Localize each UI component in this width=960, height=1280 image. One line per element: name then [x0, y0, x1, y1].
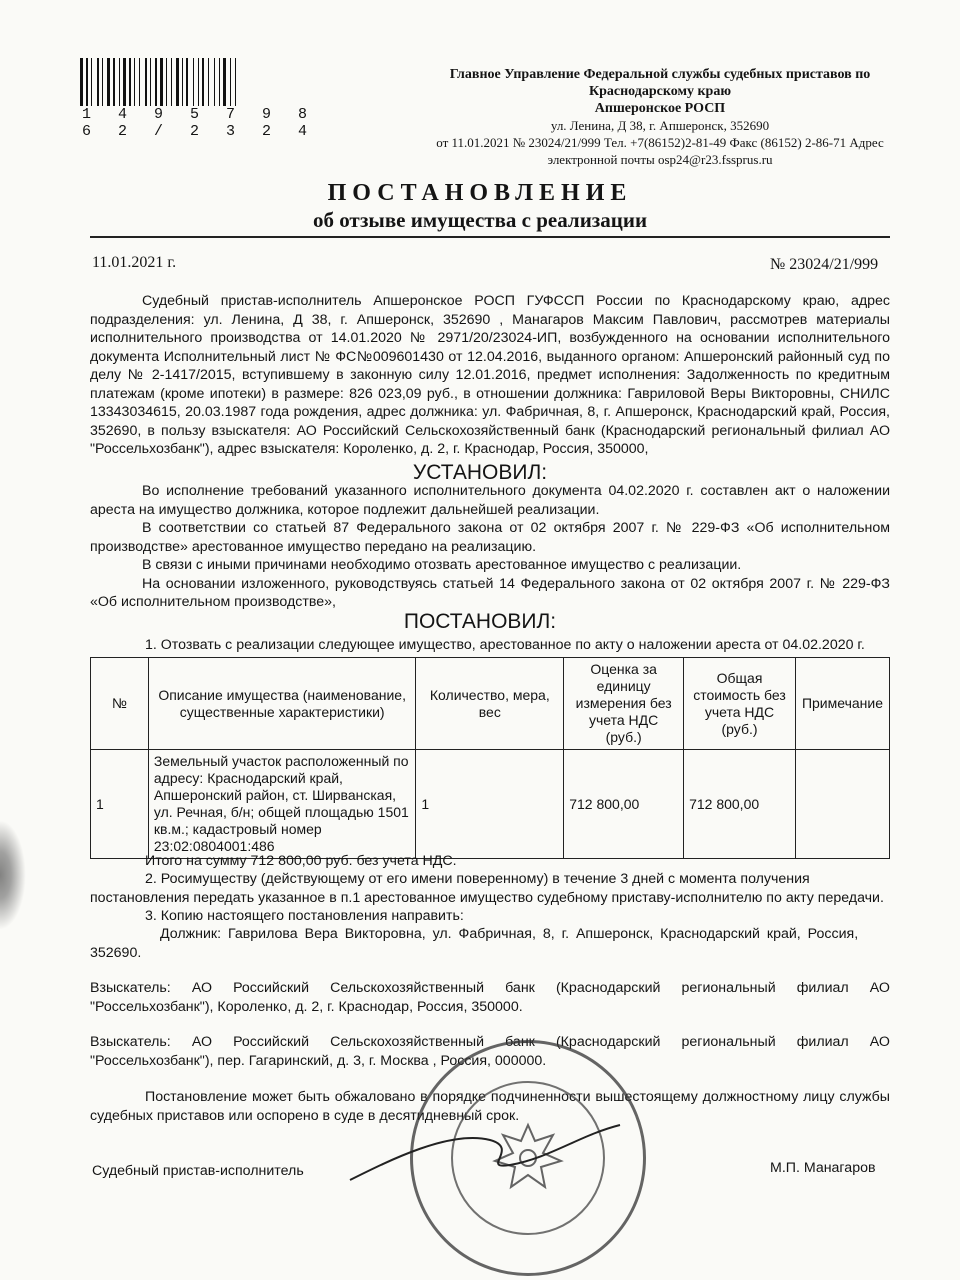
total-line: Итого на сумму 712 800,00 руб. без учета НДС.: [145, 853, 457, 869]
creditor-word: региональный: [681, 1034, 776, 1050]
creditor-word: региональный: [681, 980, 776, 996]
creditor-word: банк: [505, 1034, 535, 1050]
creditor-word: (Краснодарский: [555, 980, 661, 996]
column-header: №: [91, 658, 149, 750]
table-header-row: [91, 658, 890, 750]
issuer-header: [420, 66, 900, 168]
resolved-heading: ПОСТАНОВИЛ:: [403, 610, 557, 633]
creditor-word: Сельскохозяйственный: [330, 980, 485, 996]
creditor-word: АО: [869, 980, 890, 996]
creditor-word: АО: [191, 980, 212, 996]
document-number: № 23024/21/999: [770, 256, 879, 273]
point-1: 1. Отозвать с реализации следующее имущество, арестованное по акту о наложении ареста от 04.02.2020 г.: [145, 637, 865, 653]
column-header: Примечание: [795, 658, 889, 750]
point-3: 3. Копию настоящего постановления направить:: [145, 908, 464, 924]
barcode: [80, 58, 350, 106]
creditor-1-block: [90, 979, 890, 1016]
property-table: [90, 657, 890, 859]
established-heading: УСТАНОВИЛ:: [412, 461, 548, 484]
header-line-6: электронной почты osp24@r23.fssprus.ru: [547, 152, 773, 167]
handwritten-signature: [330, 1120, 630, 1190]
cell-total: 712 800,00: [684, 750, 796, 859]
header-line-1: Главное Управление Федеральной службы судебных приставов по: [449, 67, 871, 82]
creditor-2-line-2: "Россельхозбанк"), пер. Гагаринский, д. 3, г. Москва , Россия, 000000.: [90, 1052, 547, 1069]
creditor-word: филиал: [796, 980, 849, 996]
creditor-word: АО: [869, 1034, 890, 1050]
appeal-notice: Постановление может быть обжаловано в порядке подчиненности вышестоящему должностному лицу службы судебных приставов или оспорено в суде в десятидневный срок.: [90, 1089, 890, 1124]
established-block: [90, 482, 890, 612]
document-date: 11.01.2021 г.: [92, 254, 177, 271]
established-paragraph: Во исполнение требований указанного исполнительного документа 04.02.2020 г. составлен акт о наложении ареста на имущество должника, которое подлежит дальнейшей реализации.: [90, 483, 890, 518]
document-subtitle: об отзыве имущества с реализации: [312, 208, 648, 232]
cell-note: [795, 750, 889, 859]
cell-description: Земельный участок расположенный по адресу: Краснодарский край, Апшеронский район, ст. Ширванская, ул. Речная, б/н; общей площадью 1501 кв.м.; кадастровый номер 23:02:0804001:486: [148, 750, 416, 859]
header-line-4: ул. Ленина, Д 38, г. Апшеронск, 352690: [550, 118, 770, 133]
signer-name: М.П. Манагаров: [770, 1160, 876, 1176]
creditor-1-line-2: "Россельхозбанк"), Короленко, д. 2, г. Краснодар, Россия, 350000.: [90, 998, 523, 1015]
column-header: Описание имущества (наименование, существенные характеристики): [148, 658, 416, 750]
creditor-word: банк: [505, 980, 535, 996]
barcode-number: 1 4 9 5 7 9 8 6 2 / 2 3 2 4: [82, 106, 317, 140]
points-block: [90, 870, 890, 926]
column-header: Количество, мера, вес: [416, 658, 564, 750]
creditor-word: филиал: [796, 1034, 849, 1050]
cell-number: 1: [91, 750, 149, 859]
scan-edge-mark: [0, 820, 26, 930]
creditor-word: АО: [191, 1034, 212, 1050]
debtor-line-1: Должник: Гаврилова Вера Викторовна, ул. Фабричная, 8, г. Апшеронск, Краснодарский край, Россия,: [160, 926, 859, 942]
column-header: Оценка за единицу измерения без учета НДС (руб.): [564, 658, 684, 750]
column-header: Общая стоимость без учета НДС (руб.): [684, 658, 796, 750]
intro-paragraph: Судебный пристав-исполнитель Апшеронское РОСП ГУФССП России по Краснодарскому краю, адрес подразделения: ул. Ленина, Д 38, г. Апшеронск, 352690 , Манагаров Максим Павлович, рассмотрев материалы исполнительного производства от 14.01.2020 № 2971/20/23024-ИП, возбужденного на основании исполнительного документа Исполнительный лист № ФС№009601430 от 12.04.2016, выданного органом: Апшеронский районный суд по делу № 2-1417/2015, вступившему в законную силу 12.01.2016, предмет исполнения: Задолженность по кредитным платежам (кроме ипотеки) в размере: 826 023,09 руб., в отношении должника: Гавриловой Веры Викторовны, СНИЛС 13343034615, 20.03.1987 года рождения, адрес должника: ул. Фабричная, 8, г. Апшеронск, Краснодарский край, Россия, 352690, в пользу взыскателя: АО Российский Сельскохозяйственный банк (Краснодарский региональный филиал АО "Россельхозбанк"), адрес взыскателя: Короленко, д. 2, г. Краснодар, Россия, 350000,: [90, 293, 890, 457]
header-line-3: Апшеронское РОСП: [594, 101, 726, 116]
table-row: [91, 750, 890, 859]
creditor-word: Взыскатель:: [90, 980, 171, 996]
signer-role: Судебный пристав-исполнитель: [92, 1163, 304, 1179]
creditor-word: Взыскатель:: [90, 1034, 171, 1050]
header-line-2: Краснодарскому краю: [588, 84, 732, 99]
creditor-word: Российский: [233, 980, 309, 996]
cell-quantity: 1: [416, 750, 564, 859]
header-line-5: от 11.01.2021 № 23024/21/999 Тел. +7(86152)2-81-49 Факс (86152) 2-86-71 Адрес: [436, 135, 884, 150]
point-2: 2. Росимуществу (действующему от его имени поверенному) в течение 3 дней с момента получения постановления передать указанное в п.1 арестованное имущество судебному приставу-исполнителю по акту передачи.: [90, 871, 884, 906]
debtor-line-2: 352690.: [90, 944, 142, 961]
creditor-1-line-1: [90, 979, 890, 998]
document-title: ПОСТАНОВЛЕНИЕ: [327, 180, 633, 206]
cell-unit-price: 712 800,00: [564, 750, 684, 859]
title-divider: [90, 236, 890, 238]
established-paragraph: На основании изложенного, руководствуясь статьей 14 Федерального закона от 02 октября 2007 г. № 229-ФЗ «Об исполнительном производстве»,: [90, 575, 890, 610]
creditor-word: Сельскохозяйственный: [330, 1034, 485, 1050]
debtor-block: [90, 925, 890, 962]
creditor-word: Российский: [233, 1034, 309, 1050]
established-paragraph: В соответствии со статьей 87 Федерального закона от 02 октября 2007 г. № 229-ФЗ «Об исполнительном производстве» арестованное имущество передано на реализацию.: [90, 520, 890, 555]
established-paragraph: В связи с иными причинами необходимо отозвать арестованное имущество с реализации.: [142, 557, 742, 573]
creditor-word: (Краснодарский: [555, 1034, 661, 1050]
